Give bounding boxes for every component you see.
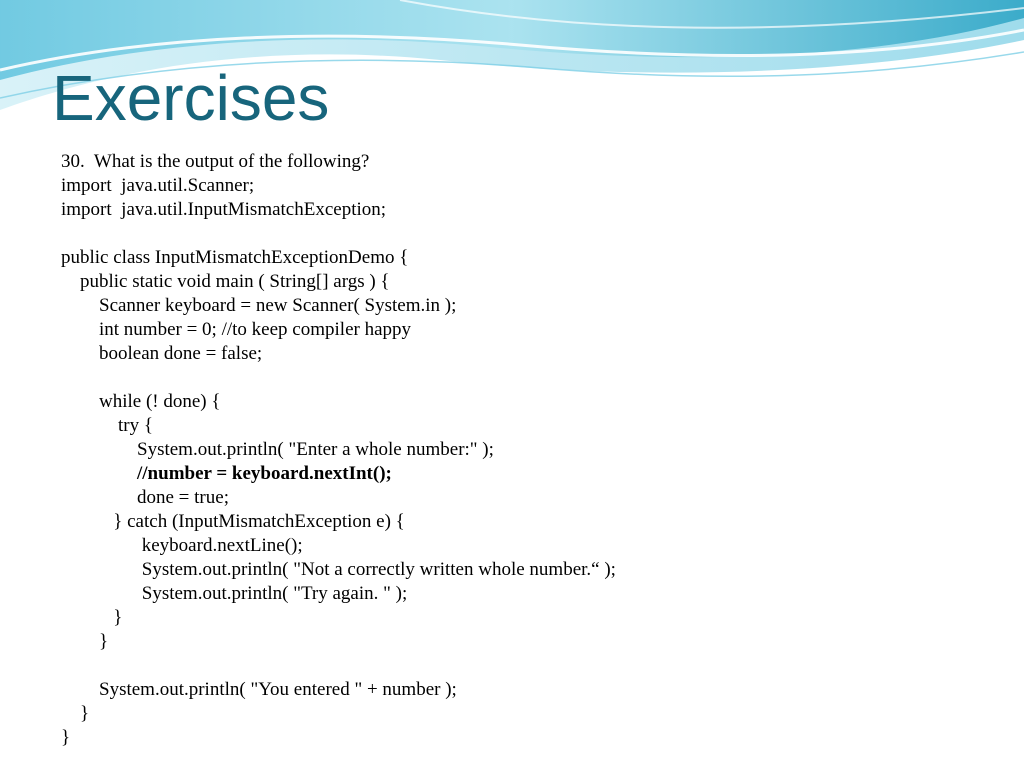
code-line: import java.util.Scanner; <box>61 175 255 196</box>
code-line: keyboard.nextLine(); <box>61 535 303 556</box>
code-line: } catch (InputMismatchException e) { <box>61 511 405 532</box>
code-line: import java.util.InputMismatchException; <box>61 199 387 220</box>
code-line: Scanner keyboard = new Scanner( System.in ); <box>61 295 457 316</box>
slide-title: Exercises <box>52 62 330 134</box>
code-line: boolean done = false; <box>61 343 263 364</box>
code-line: done = true; <box>61 487 229 508</box>
code-line: public static void main ( String[] args ) { <box>61 271 390 292</box>
code-line: } <box>61 607 123 628</box>
code-line <box>61 366 1001 390</box>
code-line: try { <box>61 415 153 436</box>
code-line: //number = keyboard.nextInt(); <box>61 463 392 484</box>
code-line: System.out.println( "Not a correctly written whole number.“ ); <box>61 559 616 580</box>
code-line: } <box>61 727 71 748</box>
code-line: System.out.println( "Try again. " ); <box>61 583 408 604</box>
code-line: while (! done) { <box>61 391 221 412</box>
code-line <box>61 222 1001 246</box>
code-listing <box>61 150 1001 750</box>
code-line: int number = 0; //to keep compiler happy <box>61 319 412 340</box>
code-line: System.out.println( "Enter a whole number:" ); <box>61 439 494 460</box>
code-line <box>61 654 1001 678</box>
code-line: 30. What is the output of the following? <box>61 151 370 172</box>
code-line: public class InputMismatchExceptionDemo { <box>61 247 409 268</box>
code-line: System.out.println( "You entered " + number ); <box>61 679 457 700</box>
code-line: } <box>61 631 109 652</box>
code-line: } <box>61 703 90 724</box>
